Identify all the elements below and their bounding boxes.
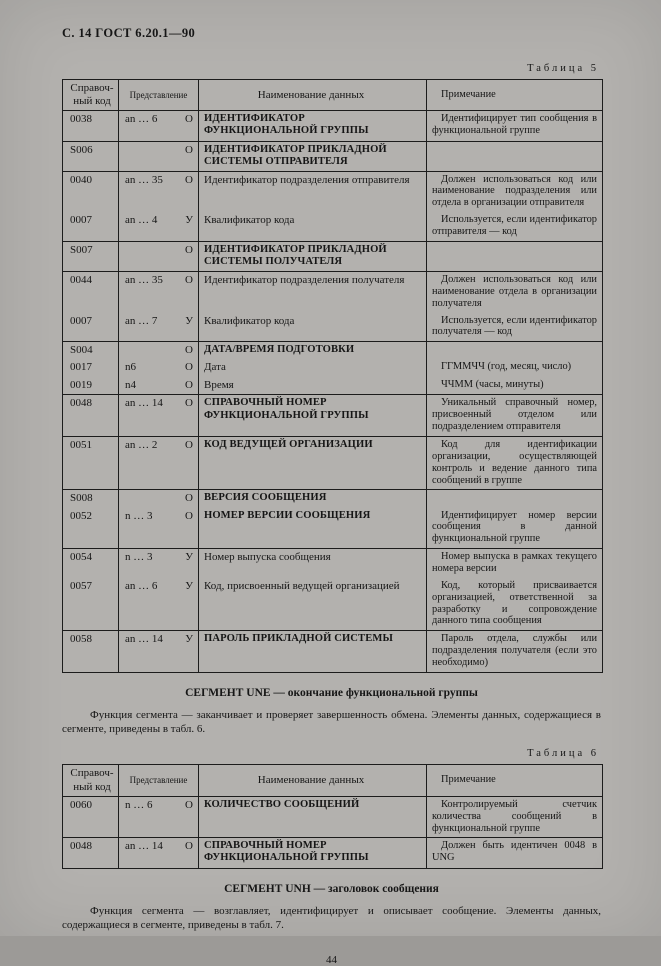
- cell-data-name: Время: [198, 377, 426, 395]
- cell-data-name: Идентификатор подразделения отправителя: [198, 172, 426, 213]
- representation-value: an … 35: [125, 274, 163, 287]
- cell-representation: [118, 272, 198, 313]
- table-row: [63, 313, 602, 342]
- cell-code: S008: [70, 492, 93, 505]
- cell-code: 0058: [70, 633, 92, 646]
- representation-value: an … 6: [125, 579, 158, 592]
- cell-note: [426, 242, 602, 271]
- page-number: 44: [326, 954, 337, 966]
- cell-code: 0007: [70, 314, 92, 327]
- cell-code: 0017: [70, 361, 92, 374]
- cell-note: Уникальный справочный номер, присвоенный отделом или подразделением отправителя: [426, 395, 602, 436]
- cell-representation: [118, 111, 198, 140]
- representation-value: an … 4: [125, 214, 158, 227]
- cell-note: Должен использоваться код или наименование отдела в организации получателя: [426, 272, 602, 313]
- cell-code: 0048: [70, 397, 92, 410]
- cell-note: Идентифицирует тип сообщения в функциональной группе: [426, 111, 602, 140]
- cell-representation: [118, 359, 198, 377]
- table-row: [63, 341, 602, 359]
- status-flag: О: [185, 113, 193, 126]
- cell-code: 0057: [70, 579, 92, 592]
- cell-data-name: ПАРОЛЬ ПРИКЛАДНОЙ СИСТЕМЫ: [198, 631, 426, 672]
- cell-note: Идентифицирует номер версии сообщения в данной функциональной группе: [426, 508, 602, 549]
- status-flag: О: [185, 243, 193, 256]
- column-header-code: [63, 765, 118, 795]
- column-header-note: Примечание: [426, 80, 602, 110]
- cell-code: S004: [70, 344, 93, 357]
- cell-data-name: Код, присвоенный ведущей организацией: [198, 578, 426, 630]
- cell-representation: [118, 508, 198, 549]
- column-header-code: [63, 80, 118, 110]
- status-flag: О: [185, 798, 193, 811]
- column-header-data-name: Наименование данных: [198, 765, 426, 795]
- cell-data-name: Идентификатор подразделения получателя: [198, 272, 426, 313]
- representation-value: n4: [125, 378, 136, 391]
- column-header-code-line2: ный код: [73, 780, 111, 793]
- table5: [62, 79, 603, 673]
- page-header: С. 14 ГОСТ 6.20.1—90: [62, 26, 196, 40]
- cell-representation: [118, 395, 198, 436]
- cell-data-name: Квалификатор кода: [198, 313, 426, 342]
- cell-code: S007: [70, 243, 93, 256]
- status-flag: О: [185, 361, 193, 374]
- cell-data-name: Номер выпуска сообщения: [198, 549, 426, 578]
- cell-note: Пароль отдела, службы или подразделения получателя (если это необходимо): [426, 631, 602, 672]
- cell-note: Контролируемый счетчик количества сообщений в функциональной группе: [426, 797, 602, 838]
- table6-caption: Таблица 6: [527, 748, 599, 760]
- cell-representation: [118, 377, 198, 395]
- cell-note: [426, 342, 602, 359]
- cell-representation: [118, 142, 198, 171]
- cell-representation: [118, 838, 198, 867]
- cell-data-name: Дата: [198, 359, 426, 377]
- cell-note: Номер выпуска в рамках текущего номера версии: [426, 549, 602, 578]
- status-flag: У: [185, 579, 193, 592]
- table-row: [63, 171, 602, 213]
- cell-note: Используется, если идентификатор отправителя — код: [426, 212, 602, 241]
- table-row: [63, 489, 602, 507]
- table-row: [63, 797, 602, 838]
- table-row: [63, 837, 602, 867]
- cell-data-name: ДАТА/ВРЕМЯ ПОДГОТОВКИ: [198, 342, 426, 359]
- column-header-code-line1: Справоч-: [70, 82, 114, 94]
- cell-code: 0060: [70, 798, 92, 811]
- cell-note: Используется, если идентификатор получателя — код: [426, 313, 602, 342]
- representation-value: n … 6: [125, 798, 153, 811]
- status-flag: О: [185, 492, 193, 505]
- table-row: [63, 436, 602, 489]
- table-row: [63, 241, 602, 271]
- cell-data-name: ИДЕНТИФИКАТОР ПРИКЛАДНОЙ СИСТЕМЫ ПОЛУЧАТЕЛЯ: [198, 242, 426, 271]
- cell-data-name: КОЛИЧЕСТВО СООБЩЕНИЙ: [198, 797, 426, 838]
- cell-code: 0038: [70, 113, 92, 126]
- cell-code: 0048: [70, 840, 92, 853]
- table5-header-row: [63, 80, 602, 111]
- representation-value: an … 2: [125, 439, 158, 452]
- cell-representation: [118, 490, 198, 507]
- table-row: [63, 111, 602, 140]
- table-row: [63, 271, 602, 313]
- table-row: [63, 548, 602, 578]
- table-row: [63, 212, 602, 241]
- status-flag: О: [185, 378, 193, 391]
- table-row: [63, 377, 602, 395]
- table-row: [63, 578, 602, 630]
- column-header-representation: Представление: [118, 80, 198, 110]
- cell-representation: [118, 437, 198, 489]
- table-row: [63, 359, 602, 377]
- cell-note: [426, 142, 602, 171]
- cell-note: Код, который присваивается организацией, ответственной за разработку и сопровождение данного типа сообщения: [426, 578, 602, 630]
- cell-code: 0019: [70, 378, 92, 391]
- table-row: [63, 394, 602, 436]
- cell-data-name: СПРАВОЧНЫЙ НОМЕР ФУНКЦИОНАЛЬНОЙ ГРУППЫ: [198, 838, 426, 867]
- status-flag: О: [185, 143, 193, 156]
- cell-code: 0044: [70, 274, 92, 287]
- cell-note: [426, 490, 602, 507]
- status-flag: У: [185, 314, 193, 327]
- cell-representation: [118, 172, 198, 213]
- status-flag: У: [185, 214, 193, 227]
- table-row: [63, 630, 602, 672]
- cell-representation: [118, 549, 198, 578]
- status-flag: У: [185, 633, 193, 646]
- cell-representation: [118, 631, 198, 672]
- table-row: [63, 508, 602, 549]
- cell-data-name: Квалификатор кода: [198, 212, 426, 241]
- status-flag: О: [185, 509, 193, 522]
- representation-value: n6: [125, 361, 136, 374]
- segment-une-description: Функция сегмента — заканчивает и проверяет завершенность обмена. Элементы данных, содержащиеся в сегменте, приведены в табл. 6.: [62, 708, 601, 736]
- column-header-data-name: Наименование данных: [198, 80, 426, 110]
- column-header-code-line2: ный код: [73, 95, 111, 108]
- representation-value: n … 3: [125, 551, 153, 564]
- segment-unh-description: Функция сегмента — возглавляет, идентифицирует и описывает сообщение. Элементы данных, содержащиеся в сегменте, приведены в табл. 7.: [62, 904, 601, 931]
- cell-code: 0040: [70, 173, 92, 186]
- cell-data-name: КОД ВЕДУЩЕЙ ОРГАНИЗАЦИИ: [198, 437, 426, 489]
- column-header-note: Примечание: [426, 765, 602, 795]
- segment-une-heading: СЕГМЕНТ UNE — окончание функциональной группы: [185, 686, 478, 699]
- cell-representation: [118, 212, 198, 241]
- cell-code: 0054: [70, 551, 92, 564]
- representation-value: n … 3: [125, 509, 153, 522]
- table6-header-row: [63, 765, 602, 796]
- cell-note: ГГММЧЧ (год, месяц, число): [426, 359, 602, 377]
- cell-representation: [118, 578, 198, 630]
- cell-data-name: ИДЕНТИФИКАТОР ФУНКЦИОНАЛЬНОЙ ГРУППЫ: [198, 111, 426, 140]
- cell-note: Код для идентификации организации, осуществляющей контроль и ведение данного типа сообщений в группе: [426, 437, 602, 489]
- cell-representation: [118, 342, 198, 359]
- cell-note: Должен быть идентичен 0048 в UNG: [426, 838, 602, 867]
- cell-data-name: НОМЕР ВЕРСИИ СООБЩЕНИЯ: [198, 508, 426, 549]
- segment-unh-heading: СЕГМЕНТ UNH — заголовок сообщения: [224, 882, 439, 895]
- cell-code: 0052: [70, 509, 92, 522]
- representation-value: an … 7: [125, 314, 158, 327]
- representation-value: an … 35: [125, 173, 163, 186]
- representation-value: an … 6: [125, 113, 158, 126]
- representation-value: an … 14: [125, 397, 163, 410]
- cell-data-name: СПРАВОЧНЫЙ НОМЕР ФУНКЦИОНАЛЬНОЙ ГРУППЫ: [198, 395, 426, 436]
- cell-representation: [118, 313, 198, 342]
- status-flag: О: [185, 344, 193, 357]
- representation-value: an … 14: [125, 840, 163, 853]
- cell-code: 0007: [70, 214, 92, 227]
- cell-note: ЧЧММ (часы, минуты): [426, 377, 602, 395]
- column-header-code-line1: Справоч-: [70, 767, 114, 780]
- cell-data-name: ИДЕНТИФИКАТОР ПРИКЛАДНОЙ СИСТЕМЫ ОТПРАВИТЕЛЯ: [198, 142, 426, 171]
- cell-representation: [118, 242, 198, 271]
- status-flag: О: [185, 840, 193, 853]
- column-header-representation: Представление: [118, 765, 198, 795]
- status-flag: У: [185, 551, 193, 564]
- table6: [62, 764, 603, 868]
- cell-code: S006: [70, 143, 93, 156]
- cell-code: 0051: [70, 439, 92, 452]
- table5-caption: Таблица 5: [527, 63, 599, 74]
- cell-representation: [118, 797, 198, 838]
- cell-data-name: ВЕРСИЯ СООБЩЕНИЯ: [198, 490, 426, 507]
- status-flag: О: [185, 173, 193, 186]
- status-flag: О: [185, 397, 193, 410]
- representation-value: an … 14: [125, 633, 163, 646]
- cell-note: Должен использоваться код или наименование подразделения или отдела в организации отправителя: [426, 172, 602, 213]
- status-flag: О: [185, 274, 193, 287]
- table-row: [63, 141, 602, 171]
- status-flag: О: [185, 439, 193, 452]
